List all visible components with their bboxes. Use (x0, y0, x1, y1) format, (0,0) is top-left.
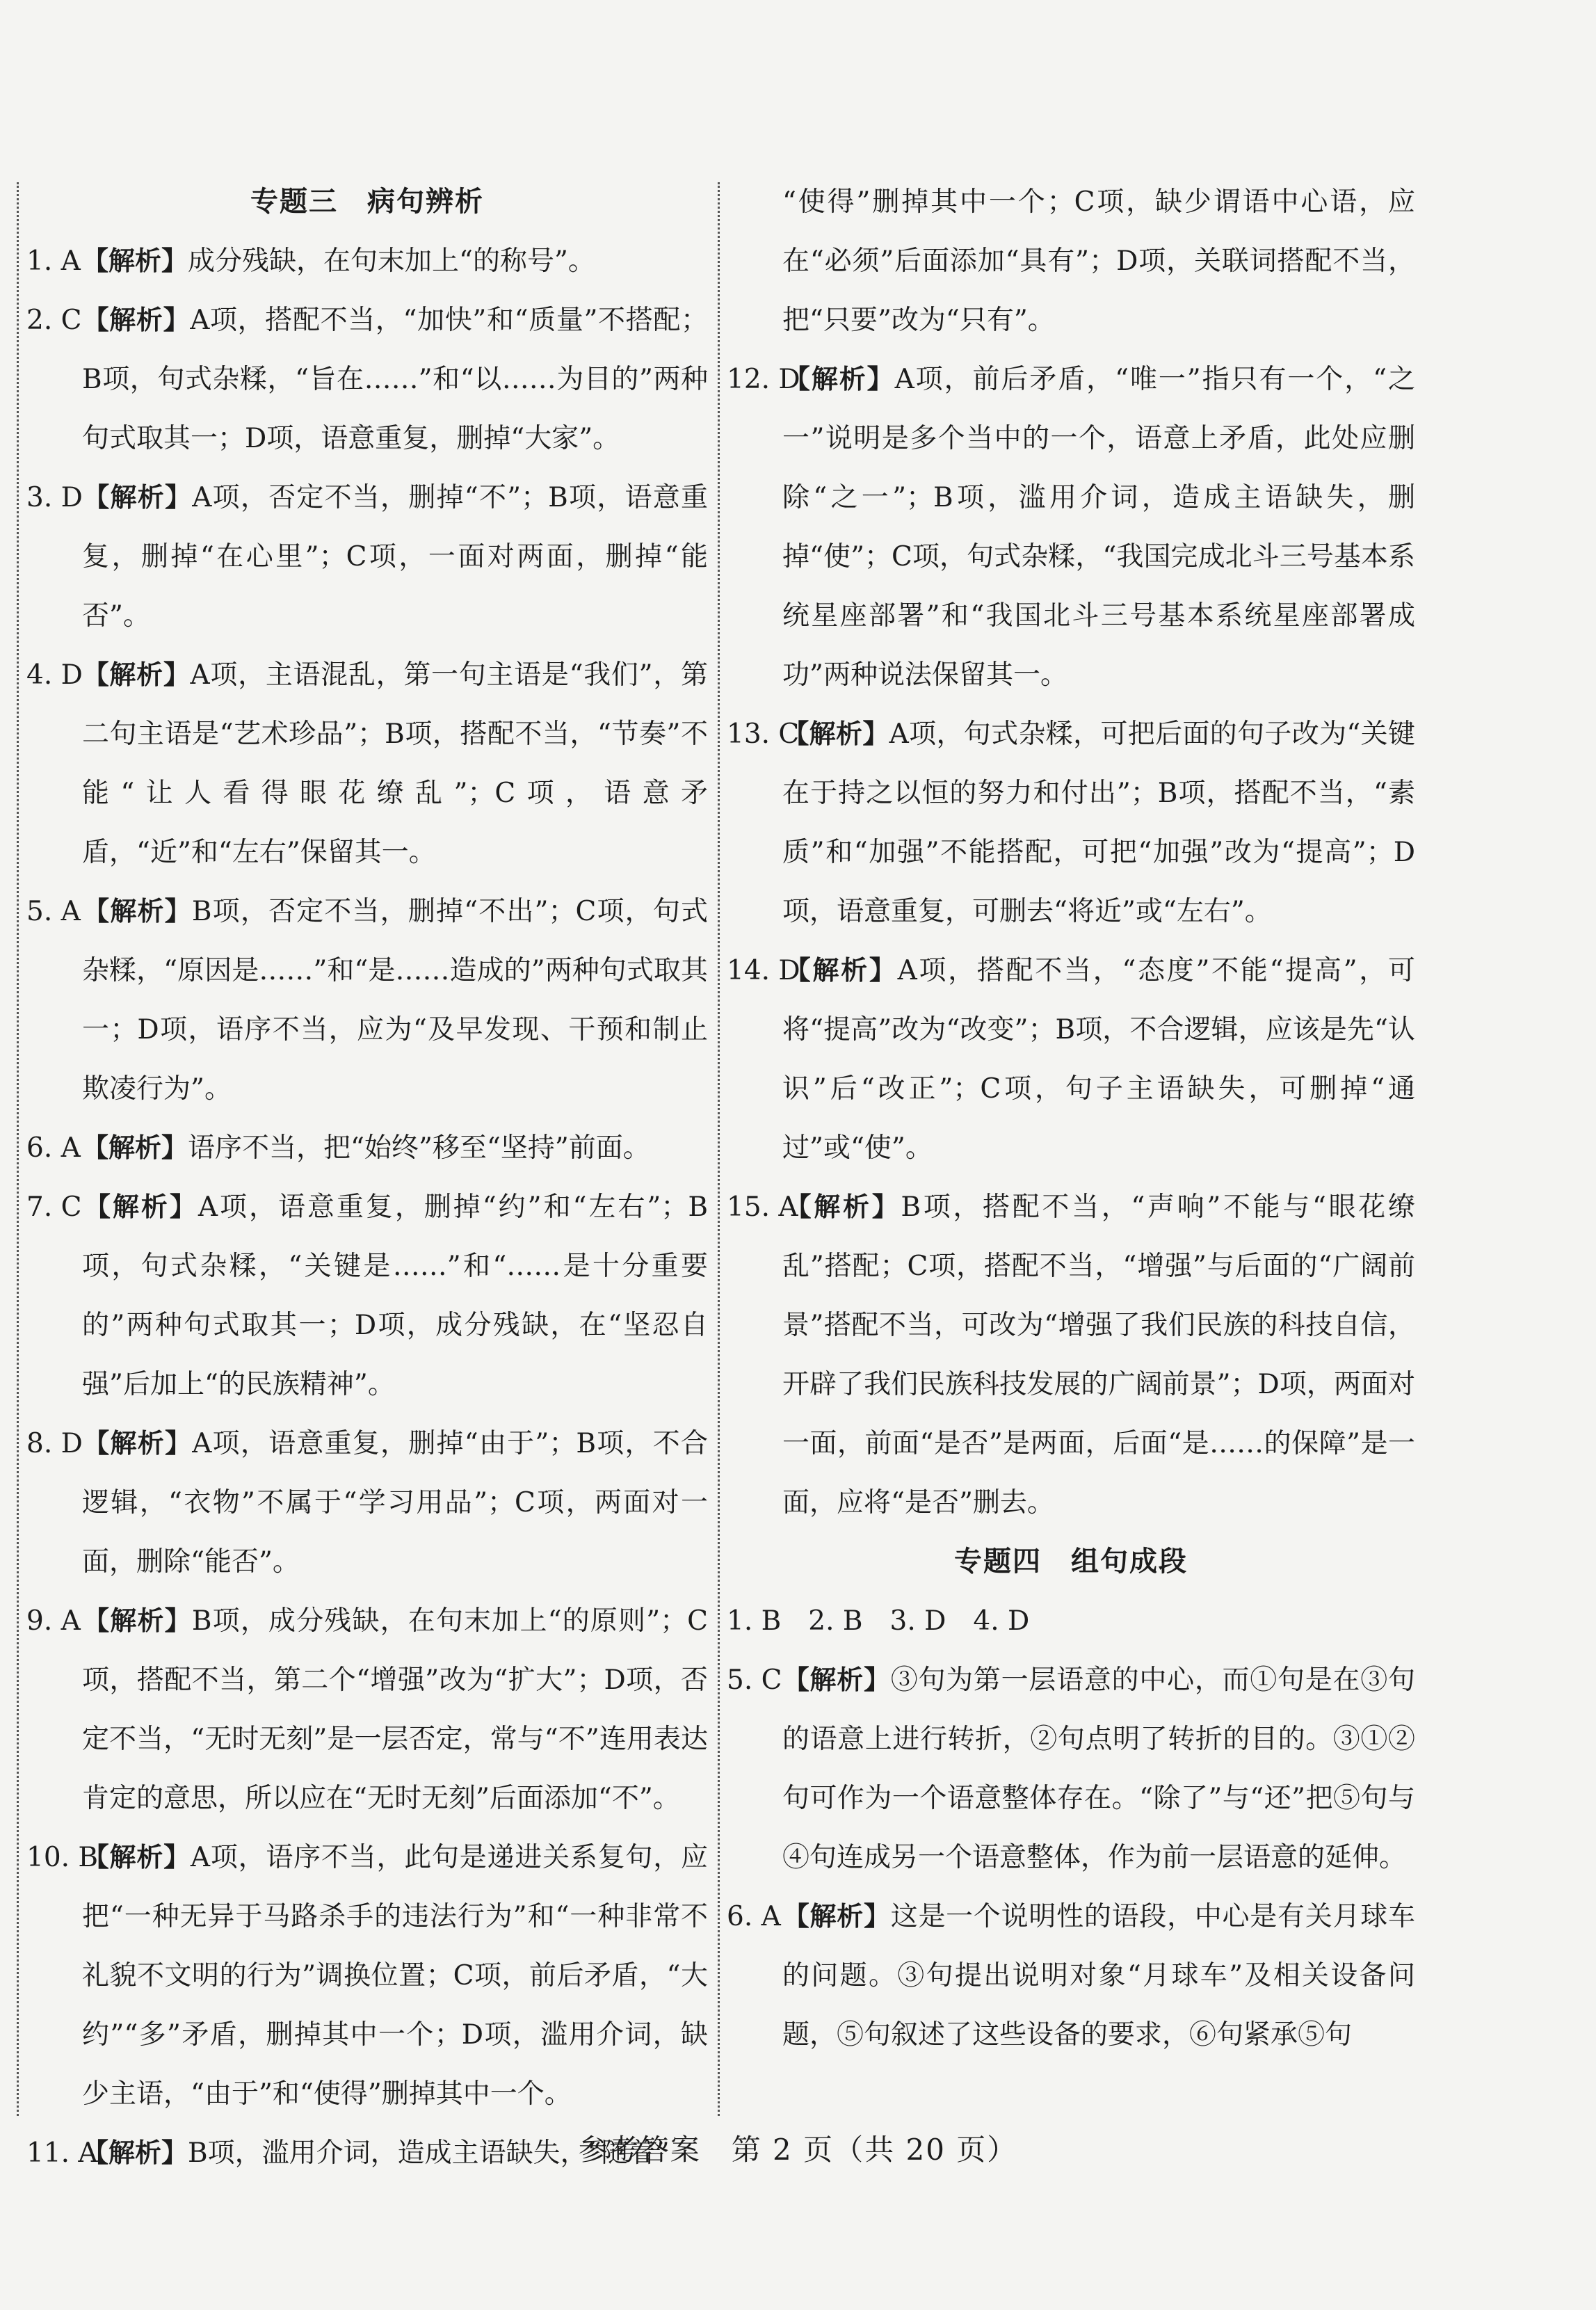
answer-number: 5. C (727, 1665, 782, 1696)
answer-item (727, 350, 1415, 705)
analysis-text: A项，句式杂糅，可把后面的句子改为“关键在于持之以恒的努力和付出”；B项，搭配不当，“素质”和“加强”不能搭配，可把“加强”改为“提高”；D项，语意重复，可删去“将近”或“左右”。 (782, 719, 1415, 927)
answer-number: 12. D (727, 364, 800, 395)
analysis-tag: 【解析】 (782, 719, 889, 749)
analysis-text: A项，否定不当，删掉“不”；B项，语意重复，删掉“在心里”；C项，一面对两面，删掉“能否”。 (82, 482, 708, 632)
answer-item (26, 468, 708, 645)
answer-item (26, 291, 708, 468)
analysis-text: A项，语意重复，删掉“由于”；B项，不合逻辑，“衣物”不属于“学习用品”；C项，两面对一面，删除“能否”。 (82, 1428, 708, 1578)
left-column (26, 173, 708, 2169)
analysis-text: 成分残缺，在句末加上“的称号”。 (188, 246, 595, 277)
answer-number: 6. A (26, 1132, 81, 1164)
left-margin-divider (17, 182, 19, 2116)
answer-number: 4. D (26, 659, 83, 691)
analysis-text: A项，语序不当，此句是递进关系复句，应把“一种无异于马路杀手的违法行为”和“一种非常不礼貌不文明的行为”调换位置；C项，前后矛盾，“大约”“多”矛盾，删掉其中一个；D项，滥用介词，缺少主语，“由于”和“使得”删掉其中一个。 (82, 1842, 708, 2110)
answer-number: 8. D (26, 1428, 83, 1459)
answer-item (727, 1887, 1415, 2064)
analysis-tag: 【解析】 (782, 955, 898, 986)
answer-number: 14. D (727, 955, 800, 986)
answer-item (26, 1178, 708, 1414)
column-divider (718, 182, 720, 2116)
answer-item (26, 882, 708, 1118)
analysis-text: A项，前后矛盾，“唯一”指只有一个，“之一”说明是多个当中的一个，语意上矛盾，此处应删除“之一”；B项，滥用介词，造成主语缺失，删掉“使”；C项，句式杂糅，“我国完成北斗三号基本系统星座部署”和“我国北斗三号基本系统星座部署成功”两种说法保留其一。 (782, 364, 1415, 691)
analysis-text: B项，否定不当，删掉“不出”；C项，句式杂糅，“原因是……”和“是……造成的”两种句式取其一；D项，语序不当，应为“及早发现、干预和制止欺凌行为”。 (82, 896, 708, 1105)
answer-item (26, 232, 708, 291)
analysis-tag: 【解析】 (782, 1665, 891, 1695)
answer-number: 11. A (26, 2137, 98, 2169)
answer-number: 10. B (26, 1842, 99, 1873)
answer-item (26, 1118, 708, 1178)
analysis-tag: 【解析】 (82, 1132, 188, 1163)
answer-item-continuation: “使得”删掉其中一个；C项，缺少谓语中心语，应在“必须”后面添加“具有”；D项，关联词搭配不当，把“只要”改为“只有”。 (782, 186, 1415, 336)
answer-number: 3. D (26, 482, 83, 513)
analysis-text: ③句为第一层语意的中心，而①句是在③句的语意上进行转折，②句点明了转折的目的。③①②句可作为一个语意整体存在。“除了”与“还”把⑤句与④句连成另一个语意整体，作为前一层语意的延伸。 (782, 1665, 1415, 1873)
analysis-tag: 【解析】 (782, 1192, 901, 1222)
answer-number: 7. C (26, 1192, 82, 1223)
analysis-tag: 【解析】 (82, 1192, 198, 1222)
analysis-text: A项，语意重复，删掉“约”和“左右”；B项，句式杂糅，“关键是……”和“……是十分重要的”两种句式取其一；D项，成分残缺，在“坚忍自强”后加上“的民族精神”。 (82, 1192, 708, 1400)
right-column (727, 173, 1415, 2106)
analysis-text: A项，主语混乱，第一句主语是“我们”，第二句主语是“艺术珍品”；B项，搭配不当，“节奏”不能“让人看得眼花缭乱”；C项，语意矛盾，“近”和“左右”保留其一。 (82, 659, 708, 868)
answer-number: 1. A (26, 246, 81, 277)
analysis-text: 语序不当，把“始终”移至“坚持”前面。 (188, 1132, 650, 1164)
analysis-text: A项，搭配不当，“加快”和“质量”不搭配；B项，句式杂糅，“旨在……”和“以……为目的”两种句式取其一；D项，语意重复，删掉“大家”。 (82, 305, 708, 454)
analysis-tag: 【解析】 (82, 1428, 193, 1459)
analysis-text: B项，滥用介词，造成主语缺失，“随着” (188, 2137, 670, 2169)
analysis-tag: 【解析】 (82, 246, 188, 276)
analysis-tag: 【解析】 (82, 659, 191, 690)
section-heading: 专题三 病句辨析 (250, 186, 484, 218)
answer-item (727, 705, 1415, 941)
answers-line: 1. B 2. B 3. D 4. D (727, 1605, 1030, 1637)
answer-item (727, 941, 1415, 1178)
page-footer: 参考答案 第 2 页（共 20 页） (578, 2133, 1018, 2167)
answer-number: 6. A (727, 1901, 781, 1932)
answer-item (727, 1178, 1415, 1532)
answer-number: 13. C (727, 719, 800, 750)
analysis-tag: 【解析】 (782, 364, 895, 394)
analysis-text: B项，搭配不当，“声响”不能与“眼花缭乱”搭配；C项，搭配不当，“增强”与后面的“广阔前景”搭配不当，可改为“增强了我们民族的科技自信，开辟了我们民族科技发展的广阔前景”；D项，两面对一面，前面“是否”是两面，后面“是……的保障”是一面，应将“是否”删去。 (782, 1192, 1415, 1518)
analysis-text: B项，成分残缺，在句末加上“的原则”；C项，搭配不当，第二个“增强”改为“扩大”；D项，否定不当，“无时无刻”是一层否定，常与“不”连用表达肯定的意思，所以应在“无时无刻”后面添加“不”。 (82, 1605, 708, 1814)
analysis-tag: 【解析】 (82, 482, 193, 513)
analysis-text: 这是一个说明性的语段，中心是有关月球车的问题。③句提出说明对象“月球车”及相关设备问题，⑤句叙述了这些设备的要求，⑥句紧承⑤句 (782, 1901, 1415, 2051)
answer-number: 5. A (26, 896, 81, 927)
answer-item (26, 645, 708, 882)
answer-item (727, 1651, 1415, 1887)
analysis-tag: 【解析】 (82, 896, 192, 927)
answer-item (26, 1591, 708, 1828)
analysis-tag: 【解析】 (82, 1605, 192, 1636)
answer-item (26, 1828, 708, 2124)
analysis-tag: 【解析】 (82, 1842, 191, 1872)
analysis-tag: 【解析】 (82, 2137, 188, 2168)
section-heading: 专题四 组句成段 (954, 1546, 1188, 1578)
answer-number: 15. A (727, 1192, 798, 1223)
answer-number: 9. A (26, 1605, 81, 1637)
analysis-tag: 【解析】 (82, 305, 191, 335)
analysis-text: A项，搭配不当，“态度”不能“提高”，可将“提高”改为“改变”；B项，不合逻辑，应该是先“认识”后“改正”；C项，句子主语缺失，可删掉“通过”或“使”。 (782, 955, 1415, 1164)
answer-item (26, 1414, 708, 1591)
answer-number: 2. C (26, 305, 82, 336)
analysis-tag: 【解析】 (782, 1901, 891, 1932)
